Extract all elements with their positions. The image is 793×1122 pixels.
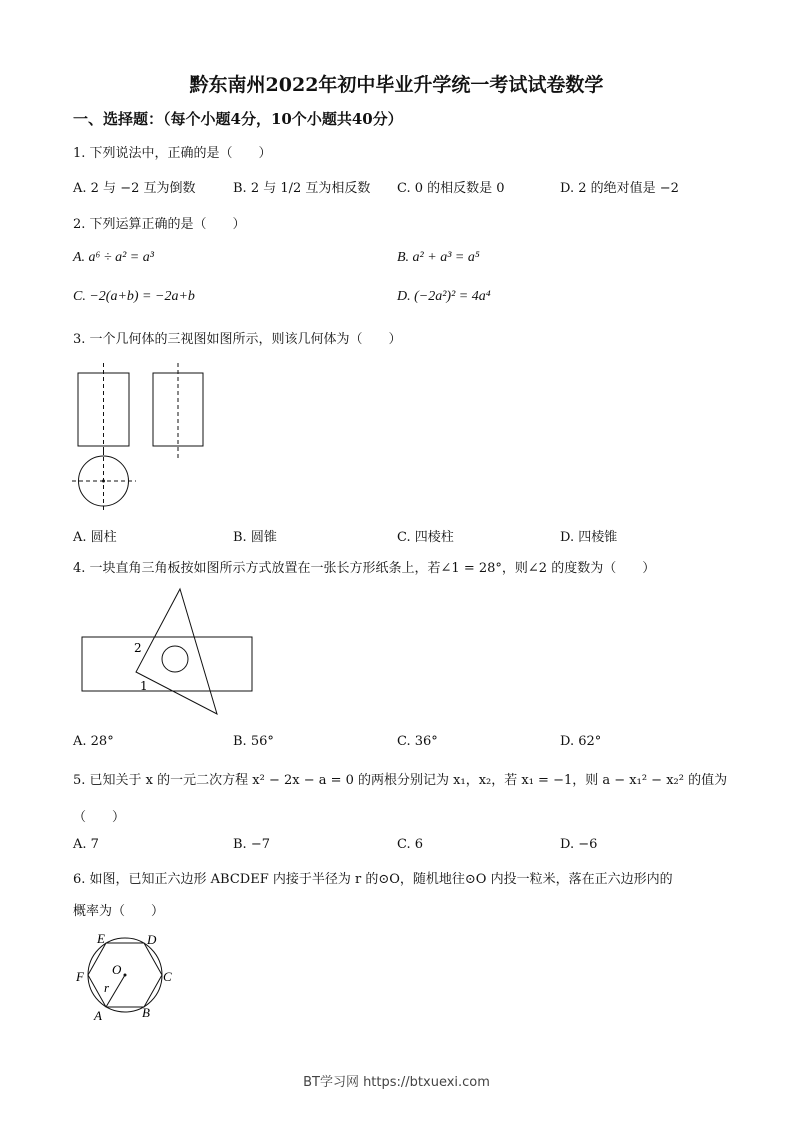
page-title: 黔东南州2022年初中毕业升学统一考试试卷数学 bbox=[189, 74, 604, 96]
label-d: D bbox=[147, 932, 157, 947]
q1-stem: 1. 下列说法中，正确的是（ ） bbox=[73, 146, 272, 161]
three-view-figure bbox=[70, 360, 220, 520]
triangle-strip-figure bbox=[70, 580, 270, 725]
q5-option-d: D. −6 bbox=[560, 837, 598, 852]
label-o: O bbox=[112, 962, 122, 977]
angle-2-label: 2 bbox=[134, 641, 142, 655]
q4-option-a: A. 28° bbox=[73, 734, 114, 749]
q5-stem-cont: （ ） bbox=[73, 810, 126, 825]
label-r: r bbox=[104, 980, 110, 995]
q3-option-d: D. 四棱锥 bbox=[560, 530, 618, 545]
q3-stem: 3. 一个几何体的三视图如图所示，则该几何体为（ ） bbox=[73, 332, 402, 347]
q2-option-b: B. a² + a³ = a⁵ bbox=[397, 250, 480, 265]
q2-option-a: A. a⁶ ÷ a² = a³ bbox=[73, 250, 154, 265]
q3-option-a: A. 圆柱 bbox=[73, 530, 117, 545]
q1-option-c: C. 0 的相反数是 0 bbox=[397, 181, 505, 196]
hexagon-circle-figure bbox=[70, 925, 190, 1025]
q3-option-b: B. 圆锥 bbox=[233, 530, 277, 545]
label-c: C bbox=[163, 969, 172, 984]
q5-option-a: A. 7 bbox=[73, 837, 99, 852]
q4-option-b: B. 56° bbox=[233, 734, 274, 749]
q5-option-c: C. 6 bbox=[397, 837, 424, 852]
section-heading: 一、选择题：（每个小题4分，10个小题共40分） bbox=[73, 110, 403, 128]
q1-option-a: A. 2 与 −2 互为倒数 bbox=[73, 181, 196, 196]
label-f: F bbox=[76, 969, 84, 984]
q2-option-d: D. (−2a²)² = 4a⁴ bbox=[397, 289, 491, 304]
q5-stem: 5. 已知关于 x 的一元二次方程 x² − 2x − a = 0 的两根分别记为 x₁，x₂，若 x₁ = −1，则 a − x₁² − x₂² 的值为 bbox=[73, 773, 728, 788]
footer-watermark[interactable]: BT学习网 https://btxuexi.com bbox=[303, 1075, 490, 1090]
q5-option-b: B. −7 bbox=[233, 837, 270, 852]
q2-stem: 2. 下列运算正确的是（ ） bbox=[73, 217, 246, 232]
label-a: A bbox=[94, 1008, 102, 1023]
q6-stem-cont: 概率为（ ） bbox=[73, 904, 165, 919]
q2-option-c: C. −2(a+b) = −2a+b bbox=[73, 289, 195, 304]
q6-stem: 6. 如图，已知正六边形 ABCDEF 内接于半径为 r 的⊙O，随机地往⊙O 内投一粒米，落在正六边形内的 bbox=[73, 872, 673, 887]
label-e: E bbox=[97, 931, 105, 946]
q4-option-c: C. 36° bbox=[397, 734, 438, 749]
q1-option-d: D. 2 的绝对值是 −2 bbox=[560, 181, 679, 196]
q4-option-d: D. 62° bbox=[560, 734, 602, 749]
q1-option-b: B. 2 与 1/2 互为相反数 bbox=[233, 181, 371, 196]
label-b: B bbox=[142, 1005, 150, 1020]
q4-stem: 4. 一块直角三角板按如图所示方式放置在一张长方形纸条上，若∠1 = 28°，则∠2 的度数为（ ） bbox=[73, 561, 656, 576]
angle-1-label: 1 bbox=[140, 679, 148, 693]
q3-option-c: C. 四棱柱 bbox=[397, 530, 454, 545]
